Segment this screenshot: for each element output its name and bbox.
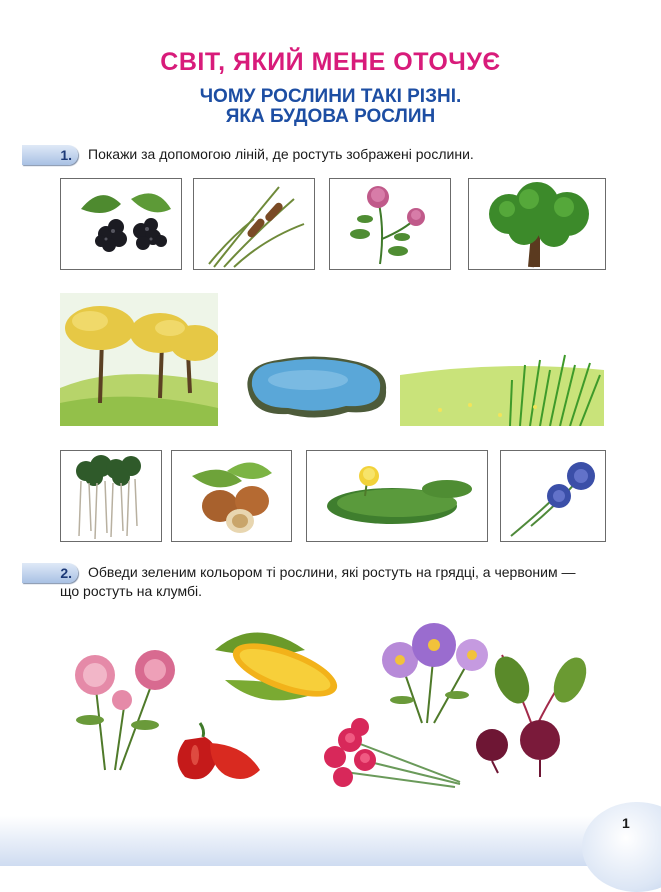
hazelnut-icon xyxy=(172,451,291,541)
forest-icon xyxy=(60,293,218,426)
task-1-badge xyxy=(22,145,78,165)
card-moss[interactable] xyxy=(60,450,162,542)
peony-plant[interactable] xyxy=(60,640,180,780)
subtitle-line-2: ЯКА БУДОВА РОСЛИН xyxy=(225,106,436,127)
subtitle-line-1: ЧОМУ РОСЛИНИ ТАКІ РІЗНІ. xyxy=(199,86,462,107)
peony-icon xyxy=(60,640,180,780)
task-1-number: 1. xyxy=(60,147,72,163)
task-2-badge xyxy=(22,563,78,583)
page-title: СВІТ, ЯКИЙ МЕНЕ ОТОЧУЄ xyxy=(160,48,501,76)
corn-icon xyxy=(205,620,355,715)
corn-plant[interactable] xyxy=(205,620,355,715)
card-cattail[interactable] xyxy=(193,178,315,270)
carnation-plant[interactable] xyxy=(315,712,465,792)
pepper-icon xyxy=(165,715,280,790)
card-water-lily[interactable] xyxy=(306,450,488,542)
beet-plant[interactable] xyxy=(462,645,602,780)
cornflower-icon xyxy=(501,451,605,541)
task-2-number: 2. xyxy=(60,565,72,581)
habitat-meadow[interactable] xyxy=(400,335,604,426)
habitat-pond[interactable] xyxy=(238,350,394,426)
task-2-text-line-2: що ростуть на клумбі. xyxy=(60,583,202,599)
page-subtitle xyxy=(0,87,661,127)
pond-icon xyxy=(238,350,394,426)
clover-icon xyxy=(330,179,450,269)
task-1-text: Покажи за допомогою ліній, де ростуть зображені рослини. xyxy=(88,146,474,162)
card-cornflower[interactable] xyxy=(500,450,606,542)
task-2-text-line-1: Обведи зеленим кольором ті рослини, які ростуть на грядці, а червоним — xyxy=(88,564,576,580)
blackberry-icon xyxy=(61,179,181,269)
card-blackberry[interactable] xyxy=(60,178,182,270)
carnation-icon xyxy=(315,712,465,792)
card-clover[interactable] xyxy=(329,178,451,270)
water-lily-icon xyxy=(307,451,487,541)
pepper-plant[interactable] xyxy=(165,715,280,790)
moss-icon xyxy=(61,451,161,541)
beet-icon xyxy=(462,645,602,780)
oak-tree-icon xyxy=(469,179,605,269)
card-oak[interactable] xyxy=(468,178,606,270)
cattail-icon xyxy=(194,179,314,269)
page-number: 1 xyxy=(622,815,630,831)
card-hazelnut[interactable] xyxy=(171,450,292,542)
page-footer xyxy=(0,816,661,866)
habitat-forest[interactable] xyxy=(60,293,218,426)
meadow-icon xyxy=(400,335,604,426)
